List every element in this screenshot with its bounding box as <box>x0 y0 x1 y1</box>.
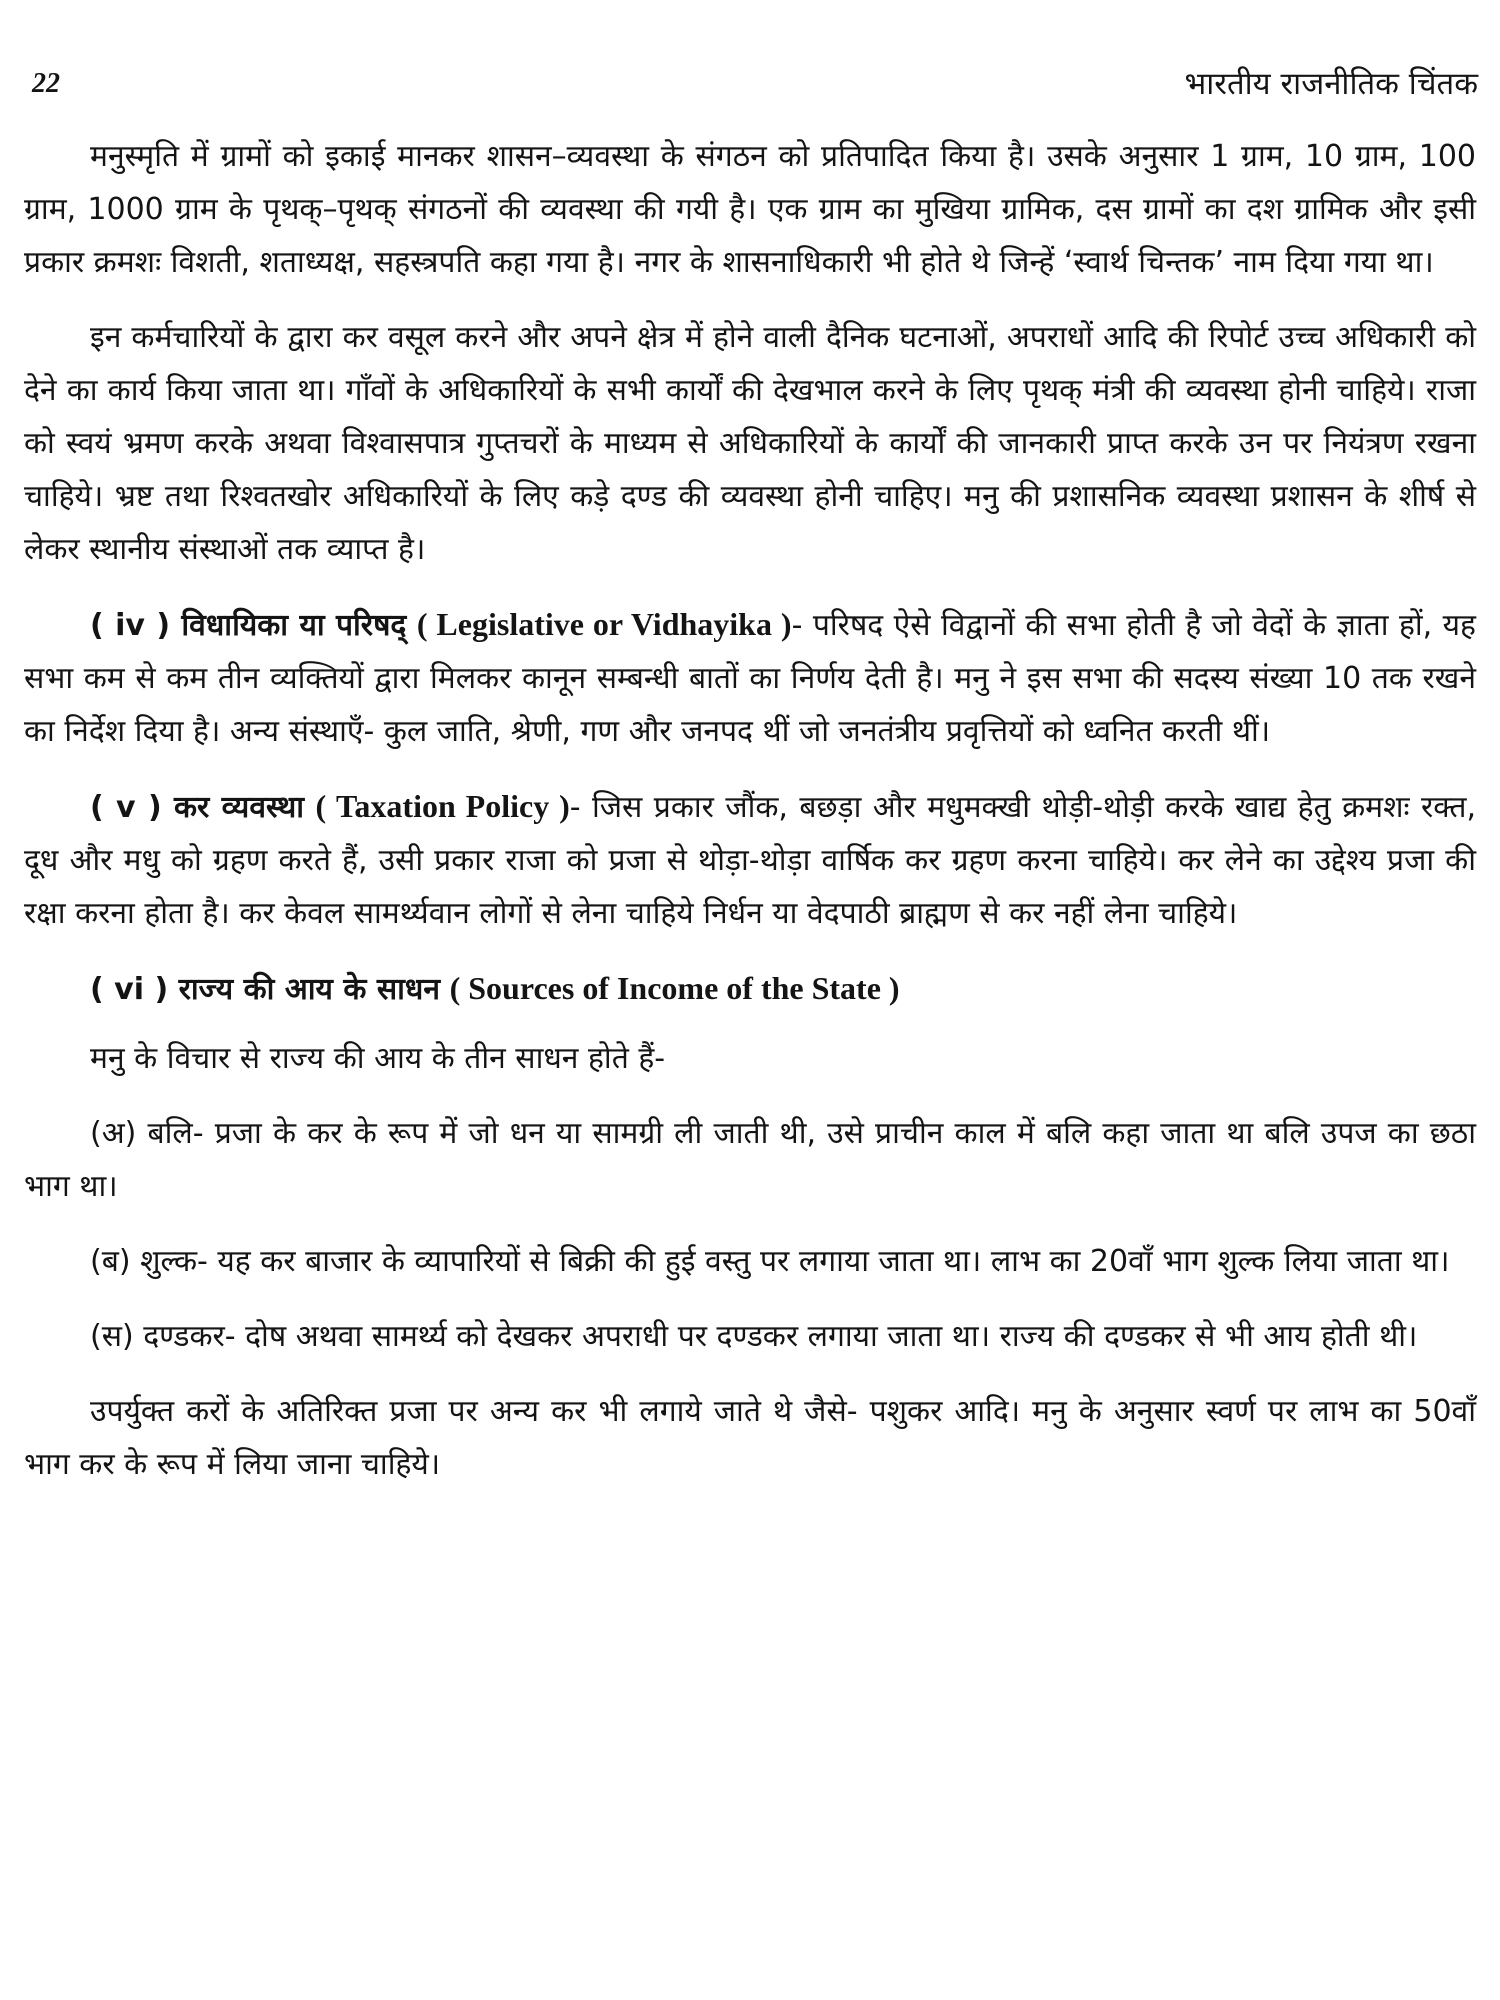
list-item-dandkar: (स) दण्डकर- दोष अथवा सामर्थ्य को देखकर अपराधी पर दण्डकर लगाया जाता था। राज्य की दण्डकर से भी आय होती थी। <box>90 1319 1418 1354</box>
section-heading-legislature-en: ( Legislative or Vidhayika ) <box>416 606 792 642</box>
list-item-shulk: (ब) शुल्क- यह कर बाजार के व्यापारियों से बिक्री की हुई वस्तु पर लगाया जाता था। लाभ का 20वाँ भाग शुल्क लिया जाता था। <box>90 1244 1450 1279</box>
list-item-bali: (अ) बलि- प्रजा के कर के रूप में जो धन या सामग्री ली जाती थी, उसे प्राचीन काल में बलि कहा जाता था बलि उपज का छठा भाग था। <box>24 1116 1476 1204</box>
paragraph-income-intro: मनु के विचार से राज्य की आय के तीन साधन होते हैं- <box>90 1041 666 1076</box>
body-text <box>24 130 1476 1513</box>
section-heading-legislature: ( iv ) विधायिका या परिषद् <box>90 608 407 643</box>
section-heading-income-hi: ( vi ) राज्य की आय के साधन <box>90 972 441 1007</box>
running-head: भारतीय राजनीतिक चिंतक <box>1184 66 1478 102</box>
section-heading-taxation: ( v ) कर व्यवस्था <box>90 790 305 825</box>
section-heading-taxation-en: ( Taxation Policy ) <box>315 788 570 824</box>
section-taxation <box>24 780 1476 940</box>
section-legislature <box>24 598 1476 758</box>
section-heading-income <box>24 962 1476 1016</box>
paragraph-gram-administration: मनुस्मृति में ग्रामों को इकाई मानकर शासन–व्यवस्था के संगठन को प्रतिपादित किया है। उसके अनुसार 1 ग्राम, 10 ग्राम, 100 ग्राम, 1000 ग्राम के पृथक्–पृथक् संगठनों की व्यवस्था की गयी है। एक ग्राम का मुखिया ग्रामिक, दस ग्रामों का दश ग्रामिक और इसी प्रकार क्रमशः विशती, शताध्यक्ष, सहस्त्रपति कहा गया है। नगर के शासनाधिकारी भी होते थे जिन्हें ‘स्वार्थ चिन्तक’ नाम दिया गया था। <box>24 139 1476 280</box>
section-heading-income-en: ( Sources of Income of the State ) <box>449 970 900 1006</box>
page-header <box>28 62 1478 122</box>
section-text-legislature: - परिषद ऐसे विद्वानों की सभा होती है जो वेदों के ज्ञाता हों, यह सभा कम से कम तीन व्यक्तियों द्वारा मिलकर कानून सम्बन्धी बातों का निर्णय देती है। मनु ने इस सभा की सदस्य संख्या 10 तक रखने का निर्देश दिया है। अन्य संस्थाएँ- कुल जाति, श्रेणी, गण और जनपद थीं जो जनतंत्रीय प्रवृत्तियों को ध्वनित करती थीं। <box>24 608 1476 749</box>
section-text-taxation: - जिस प्रकार जौंक, बछड़ा और मधुमक्खी थोड़ी-थोड़ी करके खाद्य हेतु क्रमशः रक्त, दूध और मधु को ग्रहण करते हैं, उसी प्रकार राजा को प्रजा से थोड़ा-थोड़ा वार्षिक कर ग्रहण करना चाहिये। कर लेने का उद्देश्य प्रजा की रक्षा करना होता है। कर केवल सामर्थ्यवान लोगों से लेना चाहिये निर्धन या वेदपाठी ब्राह्मण से कर नहीं लेना चाहिये। <box>24 790 1476 931</box>
paragraph-officials: इन कर्मचारियों के द्वारा कर वसूल करने और अपने क्षेत्र में होने वाली दैनिक घटनाओं, अपराधों आदि की रिपोर्ट उच्च अधिकारी को देने का कार्य किया जाता था। गाँवों के अधिकारियों के सभी कार्यों की देखभाल करने के लिए पृथक् मंत्री की व्यवस्था होनी चाहिये। राजा को स्वयं भ्रमण करके अथवा विश्वासपात्र गुप्तचरों के माध्यम से अधिकारियों के कार्यों की जानकारी प्राप्त करके उन पर नियंत्रण रखना चाहिये। भ्रष्ट तथा रिश्वतखोर अधिकारियों के लिए कड़े दण्ड की व्यवस्था होनी चाहिए। मनु की प्रशासनिक व्यवस्था प्रशासन के शीर्ष से लेकर स्थानीय संस्थाओं तक व्याप्त है। <box>24 320 1476 567</box>
paragraph-other-taxes: उपर्युक्त करों के अतिरिक्त प्रजा पर अन्य कर भी लगाये जाते थे जैसे- पशुकर आदि। मनु के अनुसार स्वर्ण पर लाभ का 50वाँ भाग कर के रूप में लिया जाना चाहिये। <box>24 1394 1476 1482</box>
page-number: 22 <box>32 68 60 99</box>
